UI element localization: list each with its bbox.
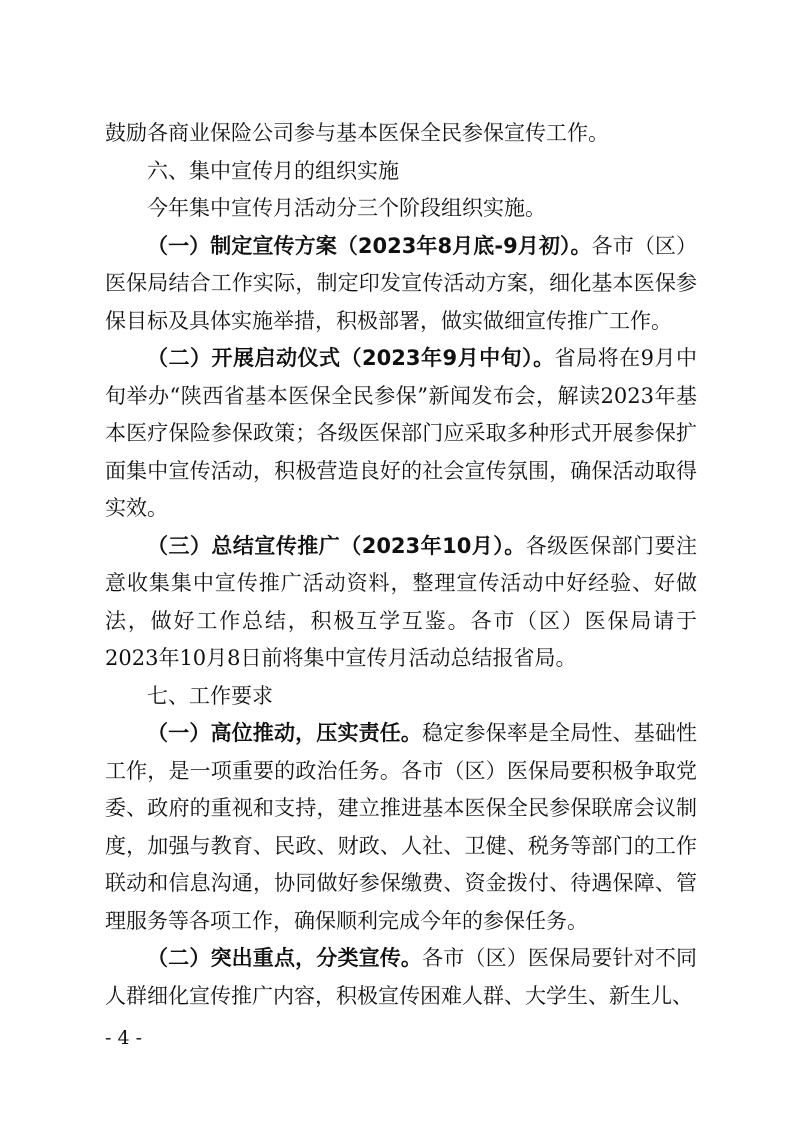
paragraph bbox=[105, 940, 697, 1015]
paragraph-text: 鼓励各商业保险公司参与基本医保全民参保宣传工作。 bbox=[105, 121, 609, 145]
paragraph bbox=[105, 340, 697, 528]
paragraph bbox=[105, 228, 697, 341]
paragraph-lead: （一）制定宣传方案（2023年8月底-9月初）。 bbox=[147, 233, 592, 258]
paragraph-text: 各级医保部门要注意收集集中宣传推广活动资料，整理宣传活动中好经验、好做法，做好工作总结，积极互学互鉴。各市（区）医保局请于2023年10月8日前将集中宣传月活动总结报省局。 bbox=[105, 533, 697, 670]
paragraph-text: 今年集中宣传月活动分三个阶段组织实施。 bbox=[147, 196, 546, 220]
body-text bbox=[105, 115, 697, 1015]
paragraph-lead: （三）总结宣传推广（2023年10月）。 bbox=[147, 533, 526, 558]
section-heading bbox=[105, 153, 697, 191]
paragraph bbox=[105, 115, 697, 153]
paragraph-lead: （二）突出重点，分类宣传。 bbox=[147, 946, 423, 970]
paragraph-text: 七、工作要求 bbox=[147, 683, 273, 708]
section-heading bbox=[105, 678, 697, 716]
paragraph-lead: （一）高位推动，压实责任。 bbox=[147, 721, 423, 745]
paragraph-text: 各市（区）医保局要针对不同人群细化宣传推广内容，积极宣传困难人群、大学生、新生儿、 bbox=[105, 946, 698, 1008]
paragraph-text: 六、集中宣传月的组织实施 bbox=[147, 158, 399, 183]
paragraph-lead: （二）开展启动仪式（2023年9月中旬）。 bbox=[147, 346, 555, 370]
paragraph bbox=[105, 190, 697, 228]
paragraph-text: 稳定参保率是全局性、基础性工作，是一项重要的政治任务。各市（区）医保局要积极争取党委、政府的重视和支持，建立推进基本医保全民参保联席会议制度，加强与教育、民政、财政、人社、卫健、税务等部门的工作联动和信息沟通，协同做好参保缴费、资金拨付、待遇保障、管理服务等各项工作，确保顺利完成今年的参保任务。 bbox=[105, 721, 698, 933]
paragraph bbox=[105, 715, 697, 940]
paragraph-text: 各市（区）医保局结合工作实际，制定印发宣传活动方案，细化基本医保参保目标及具体实施举措，积极部署，做实做细宣传推广工作。 bbox=[105, 233, 698, 333]
page-number: - 4 - bbox=[105, 1027, 143, 1049]
paragraph bbox=[105, 528, 697, 678]
paragraph-text: 省局将在9月中旬举办“陕西省基本医保全民参保”新闻发布会，解读2023年基本医疗保险参保政策；各级医保部门应采取多种形式开展参保扩面集中宣传活动，积极营造良好的社会宣传氛围，确保活动取得实效。 bbox=[105, 346, 697, 520]
